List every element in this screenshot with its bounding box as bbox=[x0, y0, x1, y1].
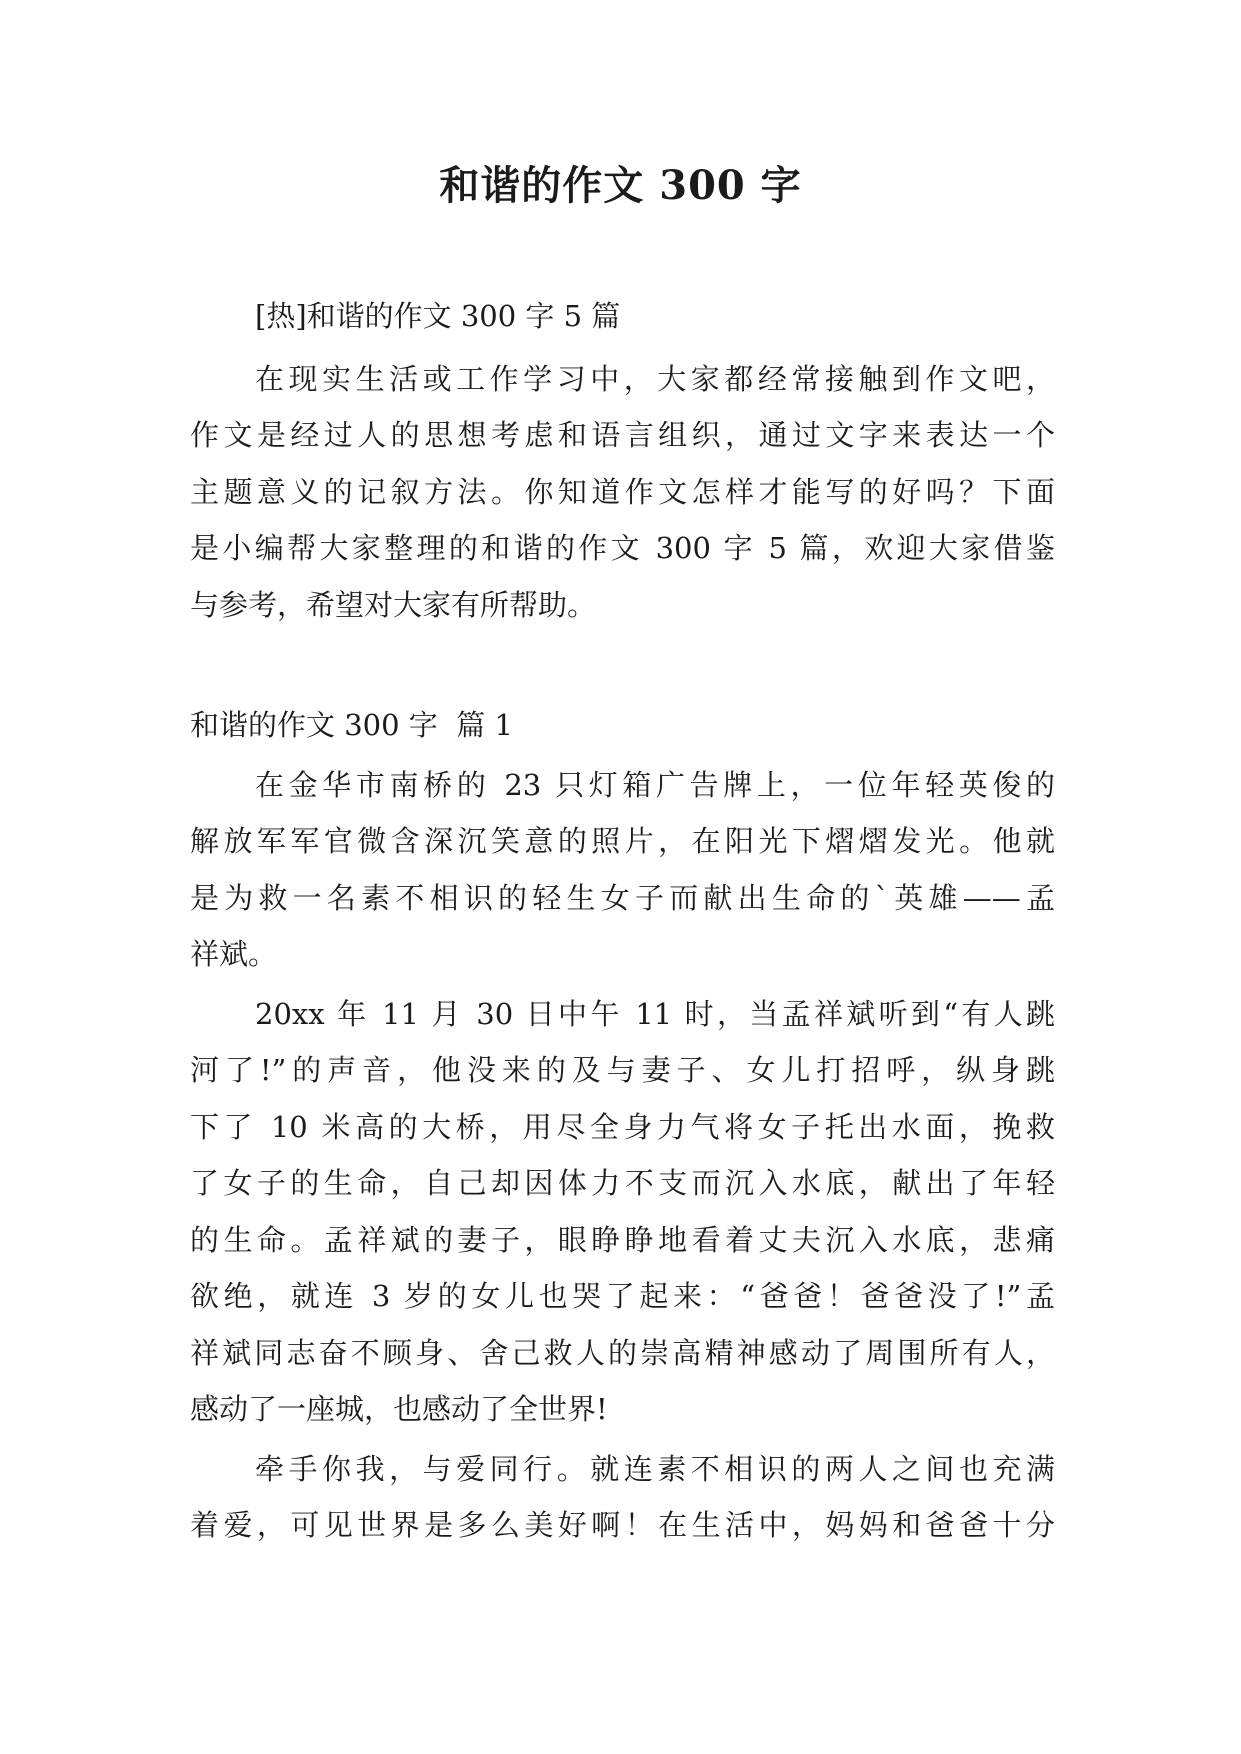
paragraph-line: 牵手你我，与爱同行。就连素不相识的两人之间也充满 bbox=[255, 1451, 1055, 1486]
section-heading-text: 和谐的作文 300 字 篇 1 bbox=[190, 708, 513, 742]
paragraph-line: 是为救一名素不相识的轻生女子而献出生命的`英雄——孟 bbox=[190, 880, 1055, 915]
body-paragraph bbox=[190, 986, 1055, 1438]
intro-paragraph bbox=[190, 351, 1055, 634]
body-paragraph bbox=[190, 757, 1055, 983]
document-title: 和谐的作文 300 字 bbox=[439, 162, 802, 209]
paragraph-line: 的生命。孟祥斌的妻子，眼睁睁地看着丈夫沉入水底，悲痛 bbox=[190, 1222, 1055, 1257]
paragraph-line: 与参考，希望对大家有所帮助。 bbox=[190, 587, 597, 622]
paragraph-line: 在金华市南桥的 23 只灯箱广告牌上，一位年轻英俊的 bbox=[255, 767, 1055, 802]
paragraph-line: 下了 10 米高的大桥，用尽全身力气将女子托出水面，挽救 bbox=[190, 1109, 1055, 1144]
paragraph-line: 河了!”的声音，他没来的及与妻子、女儿打招呼，纵身跳 bbox=[190, 1053, 1055, 1087]
paragraph-line: [热]和谐的作文 300 字 5 篇 bbox=[255, 299, 621, 333]
paragraph-line: 是小编帮大家整理的和谐的作文 300 字 5 篇，欢迎大家借鉴 bbox=[190, 531, 1055, 565]
paragraph-line: 着爱，可见世界是多么美好啊！在生活中，妈妈和爸爸十分 bbox=[190, 1508, 1055, 1542]
paragraph-line: 欲绝，就连 3 岁的女儿也哭了起来：“爸爸！爸爸没了!”孟 bbox=[190, 1279, 1055, 1313]
section-heading bbox=[190, 697, 1055, 754]
subtitle-paragraph bbox=[190, 288, 1055, 345]
body-paragraph bbox=[190, 1441, 1055, 1554]
paragraph-line: 作文是经过人的思想考虑和语言组织，通过文字来表达一个 bbox=[190, 418, 1055, 452]
paragraph-line: 祥斌。 bbox=[190, 937, 278, 971]
paragraph-line: 了女子的生命，自己却因体力不支而沉入水底，献出了年轻 bbox=[190, 1166, 1055, 1200]
paragraph-line: 主题意义的记叙方法。你知道作文怎样才能写的好吗？下面 bbox=[190, 474, 1055, 509]
document-body bbox=[190, 288, 1055, 1554]
paragraph-line: 在现实生活或工作学习中，大家都经常接触到作文吧， bbox=[255, 361, 1055, 396]
paragraph-line: 解放军军官微含深沉笑意的照片，在阳光下熠熠发光。他就 bbox=[190, 824, 1055, 858]
paragraph-line: 20xx 年 11 月 30 日中午 11 时，当孟祥斌听到“有人跳 bbox=[255, 996, 1055, 1031]
paragraph-line: 感动了一座城，也感动了全世界! bbox=[190, 1392, 608, 1426]
paragraph-line: 祥斌同志奋不顾身、舍己救人的崇高精神感动了周围所有人， bbox=[190, 1335, 1055, 1370]
